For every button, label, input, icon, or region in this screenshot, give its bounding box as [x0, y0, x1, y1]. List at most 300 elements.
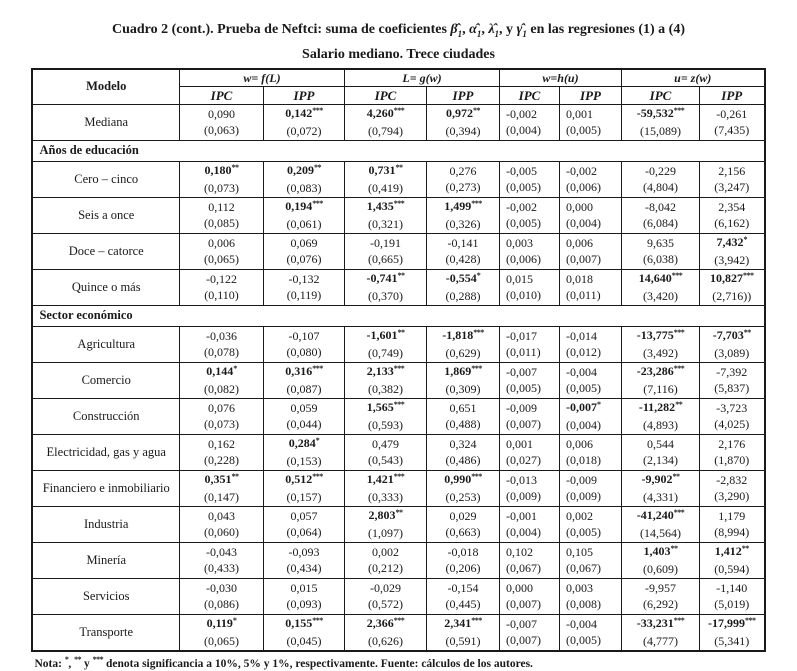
standard-error: (0,629): [445, 346, 481, 361]
coefficient-cell: [500, 434, 560, 470]
coefficient-value: 0,142***: [285, 105, 323, 121]
standard-error: (3,420): [643, 289, 679, 304]
coefficient-value: 9,635: [647, 236, 675, 251]
coefficient-cell: [263, 542, 344, 578]
coefficient-value: 0,006: [207, 236, 235, 251]
table-row: [32, 326, 764, 362]
coefficient-value: -1,140: [716, 581, 748, 596]
significance-stars: ***: [673, 363, 685, 373]
section-label: Años de educación: [32, 140, 764, 161]
coefficient-value: -0,014: [566, 329, 598, 344]
coefficient-cell: [179, 506, 263, 542]
table-row: [32, 578, 764, 614]
standard-error: (3,290): [714, 489, 750, 504]
standard-error: (0,005): [506, 216, 542, 231]
standard-error: (0,253): [445, 490, 481, 505]
standard-error: (0,147): [203, 490, 239, 505]
coefficient-cell: [500, 161, 560, 197]
significance-stars: **: [231, 471, 239, 481]
coefficient-cell: [560, 614, 622, 651]
coefficient-cell: [700, 614, 765, 651]
standard-error: (0,005): [566, 633, 602, 648]
coefficient-cell: [700, 269, 765, 305]
standard-error: (0,434): [286, 561, 322, 576]
standard-error: (7,116): [643, 382, 678, 397]
standard-error: (0,433): [203, 561, 239, 576]
coefficient-value: 0,003: [506, 236, 534, 251]
coefficient-cell: [427, 614, 500, 651]
coefficient-symbol-1: $\alphâ_1$: [469, 22, 482, 39]
table-row: [32, 233, 764, 269]
significance-stars: **: [743, 327, 751, 337]
coefficient-value: -0,132: [288, 272, 320, 287]
coefficient-cell: [500, 506, 560, 542]
coefficient-cell: [427, 104, 500, 140]
coefficient-value: -23,286***: [636, 363, 685, 379]
coefficient-cell: [179, 233, 263, 269]
header-group-3: u= z(w): [622, 69, 765, 87]
standard-error: (0,626): [368, 634, 403, 649]
significance-stars: ***: [673, 615, 685, 625]
standard-error: (0,007): [506, 633, 542, 648]
coefficient-cell: [179, 470, 263, 506]
standard-error: (0,010): [506, 288, 542, 303]
coefficient-value: 0,102: [506, 545, 534, 560]
table-row: [32, 470, 764, 506]
coefficient-cell: [500, 614, 560, 651]
header-group-0: w= f(L): [179, 69, 344, 87]
coefficient-value: 0,015: [290, 581, 318, 596]
standard-error: (0,087): [286, 382, 322, 397]
standard-error: (4,777): [643, 634, 679, 649]
standard-error: (0,005): [506, 180, 542, 195]
header-group-0-ipc: IPC: [179, 86, 263, 104]
coefficient-value: 0,057: [290, 509, 318, 524]
significance-stars: ***: [471, 363, 482, 373]
row-label: Doce – catorce: [32, 233, 179, 269]
coefficient-value: -0,093: [288, 545, 320, 560]
standard-error: (0,061): [286, 217, 322, 232]
coefficient-cell: [263, 470, 344, 506]
standard-error: (0,309): [445, 382, 481, 397]
coefficient-cell: [345, 434, 427, 470]
table-subtitle: Salario mediano. Trece ciudades: [302, 46, 495, 62]
standard-error: (2,716)): [712, 289, 752, 304]
coefficient-value: 0,105: [566, 545, 594, 560]
coefficient-cell: [560, 362, 622, 398]
coefficient-cell: [700, 578, 765, 614]
standard-error: (0,333): [368, 490, 403, 505]
coefficient-value: 4,260***: [366, 105, 405, 121]
table-header: [32, 69, 764, 105]
coefficient-cell: [263, 614, 344, 651]
standard-error: (0,110): [204, 288, 239, 303]
coefficient-cell: [622, 506, 700, 542]
star-single: *: [64, 654, 69, 664]
standard-error: (0,419): [368, 181, 403, 196]
coefficient-cell: [263, 269, 344, 305]
standard-error: (8,994): [714, 525, 750, 540]
significance-stars: **: [473, 105, 480, 115]
coefficient-cell: [427, 398, 500, 434]
row-label: Financiero e inmobiliario: [32, 470, 179, 506]
standard-error: (0,082): [203, 382, 239, 397]
standard-error: (0,018): [566, 453, 602, 468]
coefficient-cell: [427, 542, 500, 578]
standard-error: (0,321): [368, 217, 403, 232]
significance-stars: *: [233, 363, 237, 373]
coefficient-cell: [427, 161, 500, 197]
coefficient-cell: [700, 506, 765, 542]
coefficient-cell: [700, 326, 765, 362]
section-label: Sector económico: [32, 305, 764, 326]
coefficient-cell: [622, 269, 700, 305]
coefficient-cell: [560, 398, 622, 434]
coefficient-cell: [263, 104, 344, 140]
standard-error: (3,089): [714, 346, 750, 361]
coefficient-value: -1,818***: [442, 327, 484, 343]
standard-error: (0,044): [286, 417, 322, 432]
standard-error: (0,212): [368, 561, 403, 576]
coefficient-value: 1,435***: [366, 198, 405, 214]
row-label: Industria: [32, 506, 179, 542]
title-prefix: Cuadro 2 (cont.). Prueba de Neftci: suma de coeficientes: [112, 22, 451, 37]
coefficient-symbols: $\betâ_1$, $\alphâ_1$, $\lambdâ_1$, y $\gammâ_1$: [450, 22, 527, 39]
coefficient-value: 10,827***: [710, 270, 754, 286]
standard-error: (3,942): [714, 253, 750, 268]
significance-stars: ***: [393, 363, 405, 373]
coefficient-cell: [179, 161, 263, 197]
coefficient-cell: [179, 269, 263, 305]
coefficient-value: 1,403**: [643, 543, 678, 559]
coefficient-value: 0,000: [566, 200, 594, 215]
coefficient-value: -0,191: [370, 236, 401, 251]
significance-stars: ***: [393, 399, 405, 409]
coefficient-cell: [345, 362, 427, 398]
coefficient-cell: [560, 434, 622, 470]
coefficient-value: -0,002: [506, 107, 538, 122]
standard-error: (0,486): [445, 453, 481, 468]
table-body: [32, 104, 764, 651]
coefficient-cell: [700, 104, 765, 140]
significance-stars: **: [672, 471, 680, 481]
row-label: Cero – cinco: [32, 161, 179, 197]
standard-error: (0,288): [445, 289, 481, 304]
coefficient-cell: [700, 398, 765, 434]
coefficient-cell: [427, 470, 500, 506]
coefficient-value: -59,532***: [636, 105, 685, 121]
coefficient-symbol-2: $\lambdâ_1$: [488, 22, 500, 39]
row-label: Construcción: [32, 398, 179, 434]
star-double: **: [74, 654, 82, 664]
header-group-2: w=h(u): [500, 69, 622, 87]
significance-stars: **: [231, 162, 239, 172]
coefficient-cell: [560, 269, 622, 305]
standard-error: (0,064): [286, 525, 322, 540]
coefficient-value: -9,957: [645, 581, 677, 596]
coefficient-value: -0,141: [447, 236, 479, 251]
coefficient-cell: [622, 398, 700, 434]
significance-stars: ***: [312, 471, 323, 481]
coefficient-value: 0,209**: [286, 162, 321, 178]
coefficient-cell: [263, 362, 344, 398]
standard-error: (15,089): [640, 124, 682, 139]
coefficient-cell: [560, 197, 622, 233]
standard-error: (0,006): [506, 252, 542, 267]
standard-error: (0,027): [506, 453, 542, 468]
coefficient-value: 2,341***: [444, 615, 482, 631]
coefficient-value: 1,499***: [444, 198, 482, 214]
coefficient-value: 0,015: [506, 272, 534, 287]
standard-error: (4,025): [714, 417, 750, 432]
coefficient-cell: [179, 434, 263, 470]
coefficient-value: -0,007: [506, 617, 538, 632]
standard-error: (0,665): [368, 252, 403, 267]
coefficient-cell: [622, 614, 700, 651]
coefficient-value: 0,180**: [204, 162, 239, 178]
standard-error: (0,007): [506, 597, 542, 612]
coefficient-cell: [345, 542, 427, 578]
coefficient-value: 2,133***: [366, 363, 405, 379]
coefficient-cell: [700, 161, 765, 197]
standard-error: (0,086): [203, 597, 239, 612]
standard-error: (3,247): [714, 180, 750, 195]
standard-error: (0,005): [566, 381, 602, 396]
standard-error: (0,005): [566, 123, 602, 138]
table-row: [32, 362, 764, 398]
coefficient-cell: [427, 326, 500, 362]
coefficient-value: 1,869***: [444, 363, 482, 379]
standard-error: (0,488): [445, 417, 481, 432]
coefficient-cell: [427, 506, 500, 542]
coefficient-value: -0,741**: [366, 270, 405, 286]
coefficient-cell: [427, 362, 500, 398]
coefficient-value: -13,775***: [636, 327, 685, 343]
standard-error: (4,804): [643, 180, 679, 195]
coefficient-value: 0,076: [207, 401, 235, 416]
table-row: [32, 269, 764, 305]
coefficient-value: -0,002: [506, 200, 538, 215]
coefficient-cell: [263, 398, 344, 434]
coefficient-cell: [179, 197, 263, 233]
coefficient-value: -0,261: [716, 107, 748, 122]
header-group-0-ipp: IPP: [263, 86, 344, 104]
significance-stars: ***: [743, 270, 754, 280]
standard-error: (0,007): [506, 417, 542, 432]
coefficient-value: 1,565***: [366, 399, 405, 415]
standard-error: (1,097): [368, 526, 403, 541]
coefficient-value: 2,176: [718, 437, 746, 452]
coefficient-cell: [345, 506, 427, 542]
row-label: Comercio: [32, 362, 179, 398]
table-row: [32, 542, 764, 578]
standard-error: (0,093): [286, 597, 322, 612]
standard-error: (0,067): [506, 561, 542, 576]
standard-error: (0,004): [506, 123, 542, 138]
row-label: Servicios: [32, 578, 179, 614]
significance-stars: ***: [312, 615, 323, 625]
regression-results-table: [31, 68, 765, 652]
significance-stars: ***: [393, 198, 405, 208]
coefficient-value: 0,324: [449, 437, 477, 452]
coefficient-cell: [179, 542, 263, 578]
coefficient-value: 0,972**: [446, 105, 480, 121]
significance-stars: ***: [671, 270, 683, 280]
standard-error: (0,749): [368, 346, 403, 361]
coefficient-value: 0,006: [566, 437, 594, 452]
standard-error: (0,594): [714, 562, 750, 577]
significance-stars: ***: [393, 105, 405, 115]
coefficient-value: 0,006: [566, 236, 594, 251]
coefficient-value: -0,004: [566, 617, 598, 632]
coefficient-value: 0,001: [566, 107, 594, 122]
coefficient-cell: [500, 578, 560, 614]
header-group-2-ipc: IPC: [500, 86, 560, 104]
standard-error: (0,572): [368, 597, 403, 612]
coefficient-cell: [263, 197, 344, 233]
coefficient-cell: [560, 104, 622, 140]
standard-error: (0,543): [368, 453, 403, 468]
coefficient-cell: [427, 233, 500, 269]
standard-error: (0,370): [368, 289, 403, 304]
significance-stars: **: [395, 507, 403, 517]
significance-stars: ***: [473, 327, 484, 337]
title-suffix: en las regresiones (1) a (4): [530, 22, 685, 37]
coefficient-cell: [345, 104, 427, 140]
significance-stars: **: [395, 162, 403, 172]
significance-stars: **: [397, 327, 405, 337]
coefficient-value: -0,004: [566, 365, 598, 380]
coefficient-value: 2,803**: [368, 507, 403, 523]
coefficient-cell: [700, 542, 765, 578]
standard-error: (0,008): [566, 597, 602, 612]
coefficient-cell: [345, 470, 427, 506]
significance-stars: ***: [393, 471, 405, 481]
standard-error: (0,228): [203, 453, 239, 468]
coefficient-value: 0,003: [566, 581, 594, 596]
coefficient-value: 0,119*: [206, 615, 237, 631]
standard-error: (0,009): [566, 489, 602, 504]
standard-error: (0,609): [643, 562, 679, 577]
coefficient-value: 2,156: [718, 164, 746, 179]
coefficient-cell: [179, 362, 263, 398]
coefficient-value: -7,703**: [712, 327, 751, 343]
coefficient-cell: [179, 578, 263, 614]
coefficient-cell: [622, 104, 700, 140]
coefficient-value: -0,554*: [445, 270, 481, 286]
row-label: Agricultura: [32, 326, 179, 362]
coefficient-value: 1,412**: [714, 543, 749, 559]
coefficient-cell: [622, 197, 700, 233]
coefficient-value: 2,366***: [366, 615, 405, 631]
coefficient-cell: [622, 578, 700, 614]
coefficient-cell: [345, 326, 427, 362]
coefficient-value: 0,112: [208, 200, 235, 215]
coefficient-value: -0,029: [370, 581, 401, 596]
coefficient-cell: [500, 542, 560, 578]
standard-error: (0,153): [286, 454, 322, 469]
coefficient-value: 14,640***: [638, 270, 683, 286]
coefficient-value: 2,354: [718, 200, 746, 215]
standard-error: (0,157): [286, 490, 322, 505]
standard-error: (0,428): [445, 252, 481, 267]
significance-stars: ***: [673, 327, 685, 337]
row-label: Seis a once: [32, 197, 179, 233]
coefficient-cell: [345, 578, 427, 614]
coefficient-value: -33,231***: [636, 615, 685, 631]
coefficient-value: 0,001: [506, 437, 534, 452]
coefficient-value: -0,036: [205, 329, 237, 344]
coefficient-cell: [179, 614, 263, 651]
coefficient-cell: [560, 542, 622, 578]
coefficient-value: 0,162: [207, 437, 235, 452]
standard-error: (3,492): [643, 346, 679, 361]
significance-stars: **: [397, 270, 405, 280]
coefficient-value: -41,240***: [636, 507, 685, 523]
row-label: Transporte: [32, 614, 179, 651]
coefficient-cell: [560, 506, 622, 542]
standard-error: (0,060): [203, 525, 239, 540]
coefficient-value: -8,042: [645, 200, 677, 215]
note-text: denota significancia a 10%, 5% y 1%, respectivamente. Fuente: cálculos de los autores.: [103, 657, 533, 670]
standard-error: (6,038): [643, 252, 679, 267]
significance-stars: ***: [393, 615, 405, 625]
star-triple: ***: [92, 654, 104, 664]
row-label: Electricidad, gas y agua: [32, 434, 179, 470]
standard-error: (0,065): [203, 252, 239, 267]
standard-error: (0,012): [566, 345, 602, 360]
row-label: Minería: [32, 542, 179, 578]
coefficient-value: 0,276: [449, 164, 477, 179]
coefficient-cell: [345, 398, 427, 434]
standard-error: (5,019): [714, 597, 750, 612]
coefficient-value: 0,018: [566, 272, 594, 287]
coefficient-cell: [263, 233, 344, 269]
coefficient-value: -7,392: [716, 365, 748, 380]
section-header-row: [32, 140, 764, 161]
coefficient-cell: [622, 362, 700, 398]
coefficient-cell: [427, 434, 500, 470]
significance-stars: ***: [471, 471, 482, 481]
coefficient-value: 0,479: [372, 437, 399, 452]
coefficient-cell: [622, 434, 700, 470]
coefficient-value: 0,144*: [206, 363, 237, 379]
coefficient-value: 0,284*: [288, 435, 320, 451]
coefficient-cell: [345, 269, 427, 305]
significance-stars: *: [476, 270, 481, 280]
table-row: [32, 614, 764, 651]
coefficient-cell: [622, 326, 700, 362]
standard-error: (2,134): [643, 453, 679, 468]
standard-error: (0,005): [566, 525, 602, 540]
standard-error: (0,007): [566, 252, 602, 267]
coefficient-value: 0,731**: [368, 162, 403, 178]
standard-error: (0,009): [506, 489, 542, 504]
coefficient-cell: [622, 161, 700, 197]
coefficient-cell: [700, 362, 765, 398]
coefficient-value: 0,069: [290, 236, 318, 251]
coefficient-value: 0,000: [506, 581, 534, 596]
standard-error: (0,004): [566, 216, 602, 231]
coefficient-cell: [427, 197, 500, 233]
significance-stars: ***: [745, 615, 756, 625]
coefficient-cell: [560, 233, 622, 269]
standard-error: (0,004): [506, 525, 542, 540]
coefficient-value: -3,723: [716, 401, 748, 416]
header-group-1-ipp: IPP: [427, 86, 500, 104]
coefficient-value: 1,421***: [366, 471, 405, 487]
standard-error: (5,341): [714, 634, 750, 649]
